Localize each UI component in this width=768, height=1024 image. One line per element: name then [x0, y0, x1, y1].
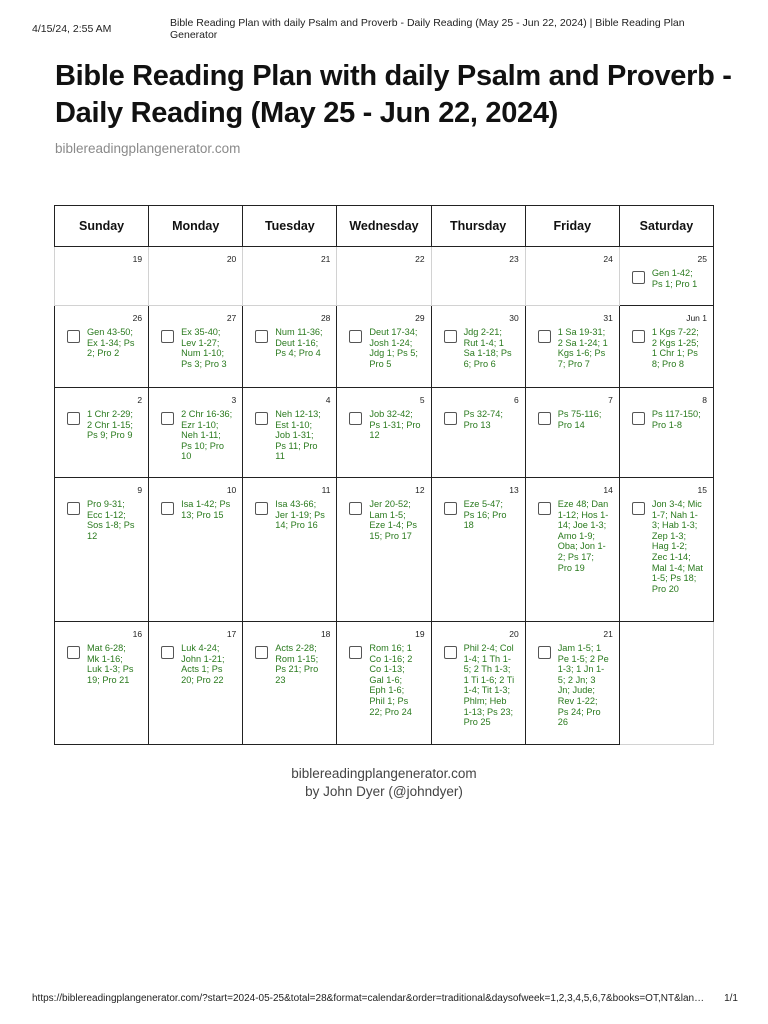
day-number: 5: [419, 395, 425, 405]
reading-checkbox[interactable]: [161, 502, 174, 515]
calendar-week-row: [55, 622, 714, 745]
reading-text: Mat 6-28; Mk 1-16; Luk 1-3; Ps 19; Pro 21: [87, 643, 134, 685]
calendar-day-cell: [243, 306, 337, 388]
reading-text: Gen 1-42; Ps 1; Pro 1: [651, 268, 698, 289]
calendar-day-cell: [337, 622, 431, 745]
calendar-day-cell: [243, 388, 337, 478]
day-number: 26: [132, 313, 143, 323]
reading-entry: [538, 409, 609, 430]
reading-entry: [349, 499, 420, 541]
day-number: 16: [132, 629, 143, 639]
site-name: biblereadingplangenerator.com: [55, 141, 241, 156]
calendar-day-cell: [337, 388, 431, 478]
reading-text: 1 Kgs 7-22; 2 Kgs 1-25; 1 Chr 1; Ps 8; Pro 8: [651, 327, 699, 369]
reading-checkbox[interactable]: [67, 646, 80, 659]
day-number: 24: [603, 254, 613, 264]
reading-entry: [67, 499, 138, 541]
day-number: 11: [321, 485, 331, 495]
day-number: 22: [415, 254, 425, 264]
day-number: 19: [415, 629, 425, 639]
calendar-day-cell: [55, 388, 149, 478]
reading-entry: [161, 327, 232, 369]
calendar-day-cell: [619, 247, 713, 306]
reading-checkbox[interactable]: [255, 330, 268, 343]
reading-checkbox[interactable]: [67, 502, 80, 515]
day-number: 17: [226, 629, 237, 639]
print-page-number: 1/1: [724, 993, 738, 1004]
reading-checkbox[interactable]: [444, 412, 457, 425]
day-number: 12: [415, 485, 425, 495]
calendar-week-row: [55, 247, 714, 306]
calendar-day-cell: [149, 306, 243, 388]
calendar-day-cell: [243, 247, 337, 306]
reading-text: Num 11-36; Deut 1-16; Ps 4; Pro 4: [275, 327, 323, 359]
reading-entry: [161, 409, 232, 462]
reading-text: Phil 2-4; Col 1-4; 1 Th 1-5; 2 Th 1-3; 1 Ti 1-6; 2 Ti 1-4; Tit 1-3; Phlm; Heb 1-13; Ps 23; Pro 25: [463, 643, 515, 728]
reading-text: Eze 5-47; Ps 16; Pro 18: [463, 499, 507, 531]
reading-entry: [349, 327, 420, 369]
day-number: 7: [608, 395, 613, 405]
day-number: 2: [137, 395, 143, 405]
reading-text: Ex 35-40; Lev 1-27; Num 1-10; Ps 3; Pro 3: [181, 327, 227, 369]
day-number: 20: [226, 254, 237, 264]
print-page-title: Bible Reading Plan with daily Psalm and Proverb - Daily Reading (May 25 - Jun 22, 2024) | Bible Reading Plan Generator: [170, 17, 685, 41]
calendar-week-row: [55, 388, 714, 478]
reading-checkbox[interactable]: [161, 330, 174, 343]
reading-calendar: [54, 205, 714, 745]
reading-checkbox[interactable]: [444, 330, 457, 343]
day-number: 29: [415, 313, 425, 323]
day-number: 15: [697, 485, 707, 495]
reading-text: Jam 1-5; 1 Pe 1-5; 2 Pe 1-3; 1 Jn 1-5; 2 Jn; 3 Jn; Jude; Rev 1-22; Ps 24; Pro 26: [557, 643, 609, 728]
reading-entry: [161, 643, 232, 685]
weekday-friday: Friday: [525, 206, 619, 247]
calendar-day-cell: [525, 622, 619, 745]
calendar-day-cell: [525, 388, 619, 478]
weekday-tuesday: Tuesday: [243, 206, 337, 247]
reading-checkbox[interactable]: [349, 646, 362, 659]
reading-entry: [538, 327, 609, 369]
reading-checkbox[interactable]: [255, 646, 268, 659]
day-number: 28: [320, 313, 331, 323]
reading-entry: [349, 643, 420, 717]
day-number: 6: [513, 395, 519, 405]
reading-text: Ps 32-74; Pro 13: [463, 409, 503, 430]
reading-entry: [632, 268, 703, 289]
calendar-day-cell: [55, 306, 149, 388]
calendar-day-cell: [55, 247, 149, 306]
day-number: 4: [325, 395, 331, 405]
reading-checkbox[interactable]: [255, 412, 268, 425]
day-number: 13: [509, 485, 519, 495]
reading-text: Luk 4-24; John 1-21; Acts 1; Ps 20; Pro 22: [181, 643, 225, 685]
credits-author: by John Dyer (@johndyer): [305, 784, 463, 799]
calendar-day-cell: [619, 388, 713, 478]
reading-checkbox[interactable]: [349, 502, 362, 515]
calendar-day-cell: [431, 388, 525, 478]
reading-entry: [538, 643, 609, 728]
day-number: 18: [320, 629, 331, 639]
day-number: 27: [226, 313, 237, 323]
reading-checkbox[interactable]: [67, 412, 80, 425]
reading-entry: [632, 327, 703, 369]
calendar-day-cell: [619, 306, 713, 388]
calendar-day-cell: [431, 306, 525, 388]
day-number: 8: [702, 395, 707, 405]
calendar-day-cell: [55, 622, 149, 745]
reading-checkbox[interactable]: [632, 412, 645, 425]
reading-entry: [255, 327, 326, 359]
reading-checkbox[interactable]: [538, 330, 551, 343]
reading-entry: [161, 499, 232, 520]
reading-entry: [67, 327, 138, 359]
reading-text: Rom 16; 1 Co 1-16; 2 Co 1-13; Gal 1-6; Eph 1-6; Phil 1; Ps 22; Pro 24: [369, 643, 413, 717]
reading-checkbox[interactable]: [67, 330, 80, 343]
day-number: 21: [320, 254, 331, 264]
day-number: 25: [697, 254, 707, 264]
reading-text: Jon 3-4; Mic 1-7; Nah 1-3; Hab 1-3; Zep 1-3; Hag 1-2; Zec 1-14; Mal 1-4; Mat 1-5; Ps 18; Pro 20: [651, 499, 703, 594]
reading-entry: [444, 643, 515, 728]
reading-checkbox[interactable]: [632, 330, 645, 343]
calendar-day-cell: [149, 247, 243, 306]
calendar-day-cell: [525, 306, 619, 388]
day-number: 14: [603, 485, 613, 495]
calendar-day-cell: [337, 478, 431, 622]
reading-checkbox[interactable]: [444, 502, 457, 515]
day-number: 21: [603, 629, 613, 639]
reading-entry: [444, 327, 515, 369]
reading-text: Gen 43-50; Ex 1-34; Ps 2; Pro 2: [87, 327, 135, 359]
reading-text: Ps 117-150; Pro 1-8: [651, 409, 701, 430]
calendar-day-cell: [337, 306, 431, 388]
calendar-day-cell: [243, 622, 337, 745]
reading-text: Isa 1-42; Ps 13; Pro 15: [181, 499, 231, 520]
page-title: Bible Reading Plan with daily Psalm and Proverb - Daily Reading (May 25 - Jun 22, 2024): [55, 60, 732, 129]
calendar-day-cell: [149, 388, 243, 478]
print-header: [32, 17, 712, 41]
reading-text: Jdg 2-21; Rut 1-4; 1 Sa 1-18; Ps 6; Pro 6: [463, 327, 512, 369]
reading-text: Acts 2-28; Rom 1-15; Ps 21; Pro 23: [275, 643, 319, 685]
calendar-day-cell: [149, 622, 243, 745]
print-footer: [32, 993, 738, 1004]
reading-entry: [444, 499, 515, 531]
reading-checkbox[interactable]: [538, 412, 551, 425]
day-number: 19: [132, 254, 143, 264]
reading-checkbox[interactable]: [444, 646, 457, 659]
reading-checkbox[interactable]: [255, 502, 268, 515]
reading-text: Isa 43-66; Jer 1-19; Ps 14; Pro 16: [275, 499, 325, 531]
weekday-header-row: [55, 206, 714, 247]
day-number: 3: [231, 395, 237, 405]
calendar-day-cell: [431, 247, 525, 306]
calendar-day-cell: [525, 247, 619, 306]
reading-entry: [255, 643, 326, 685]
weekday-thursday: Thursday: [431, 206, 525, 247]
weekday-wednesday: Wednesday: [337, 206, 431, 247]
reading-entry: [632, 499, 703, 594]
calendar-day-cell: [619, 478, 713, 622]
reading-text: Pro 9-31; Ecc 1-12; Sos 1-8; Ps 12: [87, 499, 135, 541]
day-number: Jun 1: [686, 313, 707, 323]
reading-text: 1 Chr 2-29; 2 Chr 1-15; Ps 9; Pro 9: [87, 409, 133, 441]
reading-checkbox[interactable]: [349, 412, 362, 425]
credits-site: biblereadingplangenerator.com: [291, 766, 477, 781]
calendar-day-cell: [525, 478, 619, 622]
reading-text: Ps 75-116; Pro 14: [557, 409, 602, 430]
calendar-day-cell: [431, 622, 525, 745]
day-number: 31: [603, 313, 613, 323]
calendar-day-cell: [337, 247, 431, 306]
reading-entry: [632, 409, 703, 430]
calendar-week-row: [55, 478, 714, 622]
reading-text: Deut 17-34; Josh 1-24; Jdg 1; Ps 5; Pro 5: [369, 327, 418, 369]
reading-entry: [67, 643, 138, 685]
day-number: 23: [509, 254, 519, 264]
reading-entry: [444, 409, 515, 430]
calendar-day-cell: [619, 622, 713, 745]
reading-checkbox[interactable]: [632, 271, 645, 284]
reading-checkbox[interactable]: [161, 646, 174, 659]
day-number: 30: [509, 313, 519, 323]
reading-text: Jer 20-52; Lam 1-5; Eze 1-4; Ps 15; Pro 17: [369, 499, 417, 541]
reading-checkbox[interactable]: [161, 412, 174, 425]
reading-checkbox[interactable]: [349, 330, 362, 343]
weekday-sunday: Sunday: [55, 206, 149, 247]
reading-text: Eze 48; Dan 1-12; Hos 1-14; Joe 1-3; Amo 1-9; Oba; Jon 1-2; Ps 17; Pro 19: [557, 499, 609, 573]
weekday-monday: Monday: [149, 206, 243, 247]
reading-entry: [255, 499, 326, 531]
reading-entry: [349, 409, 420, 441]
print-url: https://biblereadingplangenerator.com/?start=2024-05-25&total=28&format=calendar&order=traditional&daysofweek=1,2,3,4,5,6,7&books=OT,NT&lan…: [32, 993, 705, 1004]
reading-checkbox[interactable]: [538, 646, 551, 659]
reading-entry: [538, 499, 609, 573]
calendar-day-cell: [149, 478, 243, 622]
reading-text: 1 Sa 19-31; 2 Sa 1-24; 1 Kgs 1-6; Ps 7; Pro 7: [557, 327, 608, 369]
calendar-day-cell: [55, 478, 149, 622]
day-number: 9: [137, 485, 143, 495]
calendar-day-cell: [243, 478, 337, 622]
reading-text: Neh 12-13; Est 1-10; Job 1-31; Ps 11; Pro 11: [275, 409, 321, 462]
calendar-day-cell: [431, 478, 525, 622]
reading-checkbox[interactable]: [538, 502, 551, 515]
reading-entry: [67, 409, 138, 441]
reading-entry: [255, 409, 326, 462]
print-date: 4/15/24, 2:55 AM: [32, 23, 112, 35]
weekday-saturday: Saturday: [619, 206, 713, 247]
credits: [0, 765, 768, 801]
reading-text: 2 Chr 16-36; Ezr 1-10; Neh 1-11; Ps 10; Pro 10: [181, 409, 233, 462]
day-number: 10: [226, 485, 237, 495]
day-number: 20: [509, 629, 519, 639]
reading-checkbox[interactable]: [632, 502, 645, 515]
calendar-week-row: [55, 306, 714, 388]
reading-text: Job 32-42; Ps 1-31; Pro 12: [369, 409, 421, 441]
